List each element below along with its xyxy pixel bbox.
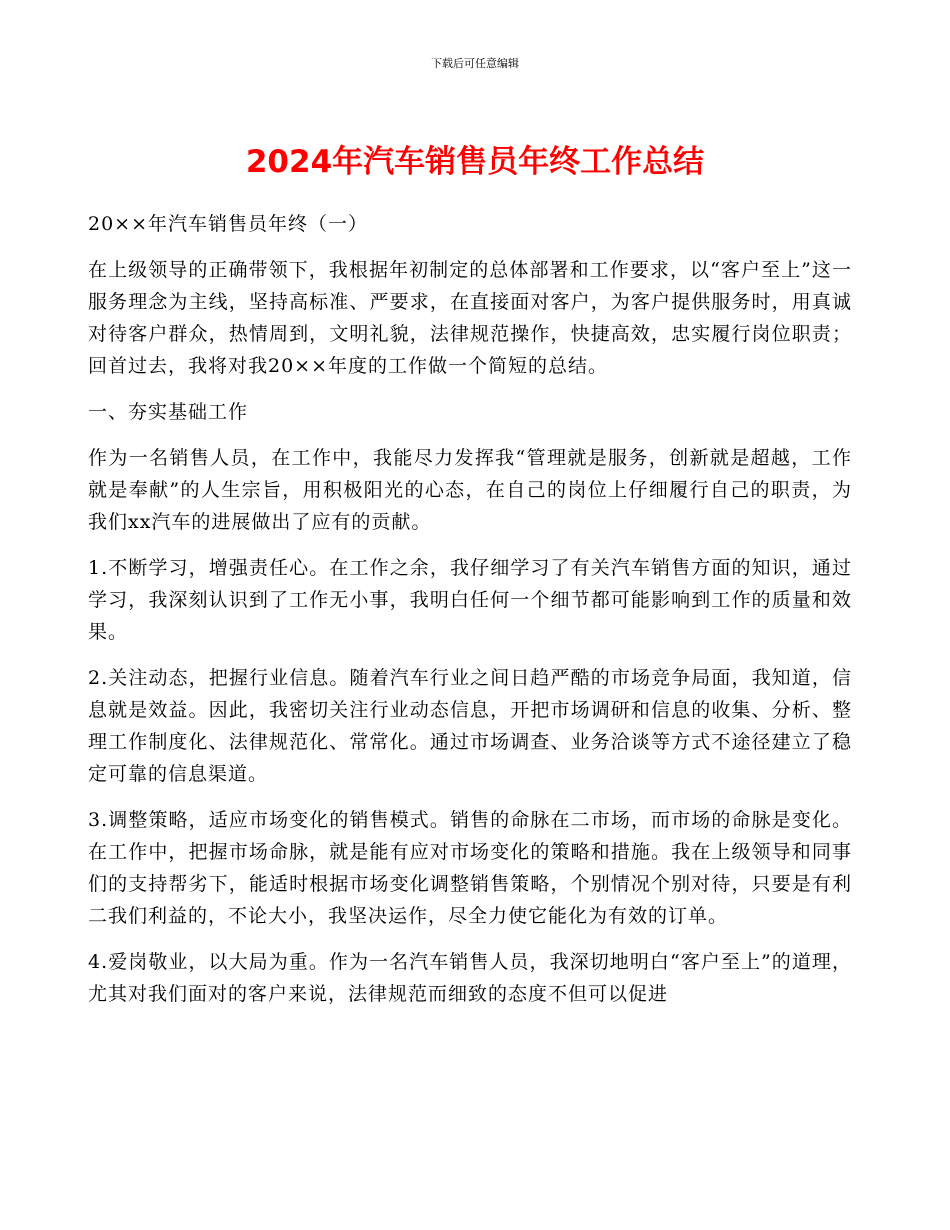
list-item-1: 1.不断学习，增强责任心。在工作之余，我仔细学习了有关汽车销售方面的知识，通过学习，我深刻认识到了工作无小事，我明白任何一个细节都可能影响到工作的质量和效果。 (88, 557, 852, 643)
header-note: 下载后可任意编辑 (431, 57, 519, 70)
list-item-3: 3.调整策略，适应市场变化的销售模式。销售的命脉在二市场，而市场的命脉是变化。在工作中，把握市场命脉，就是能有应对市场变化的策略和措施。我在上级领导和同事们的支持帮劣下，能适时根据市场变化调整销售策略，个别情况个别对待，只要是有利二我们利益的，不论大小，我坚决运作，尽全力使它能化为有效的订单。 (88, 809, 852, 927)
document-title: 2024年汽车销售员年终工作总结 (245, 144, 705, 180)
list-item-4: 4.爱岗敬业，以大局为重。作为一名汽车销售人员，我深切地明白“客户至上”的道理，尤其对我们面对的客户来说，法律规范而细致的态度不但可以促进 (88, 951, 852, 1005)
list-item-2: 2.关注动态，把握行业信息。随着汽车行业之间日趋严酷的市场竞争局面，我知道，信息就是效益。因此，我密切关注行业动态信息，开把市场调研和信息的收集、分析、整理工作制度化、法律规范化、常常化。通过市场调查、业务洽谈等方式不途径建立了稳定可靠的信息渠道。 (88, 667, 852, 785)
subtitle-line: 20××年汽车销售员年终（一） (88, 213, 369, 235)
body-paragraph: 作为一名销售人员，在工作中，我能尽力发挥我“管理就是服务，创新就是超越，工作就是奉献”的人生宗旨，用积极阳光的心态，在自己的岗位上仔细履行自己的职责，为我们xx汽车的进展做出了应有的贡献。 (88, 447, 852, 533)
intro-paragraph: 在上级领导的正确带领下，我根据年初制定的总体部署和工作要求，以“客户至上”这一服务理念为主线，坚持高标准、严要求，在直接面对客户，为客户提供服务时，用真诚对待客户群众，热情周到，文明礼貌，法律规范操作，快捷高效，忠实履行岗位职责；回首过去，我将对我20××年度的工作做一个简短的总结。 (88, 259, 852, 377)
section-heading: 一、夯实基础工作 (88, 401, 249, 423)
document-body (88, 208, 852, 1024)
